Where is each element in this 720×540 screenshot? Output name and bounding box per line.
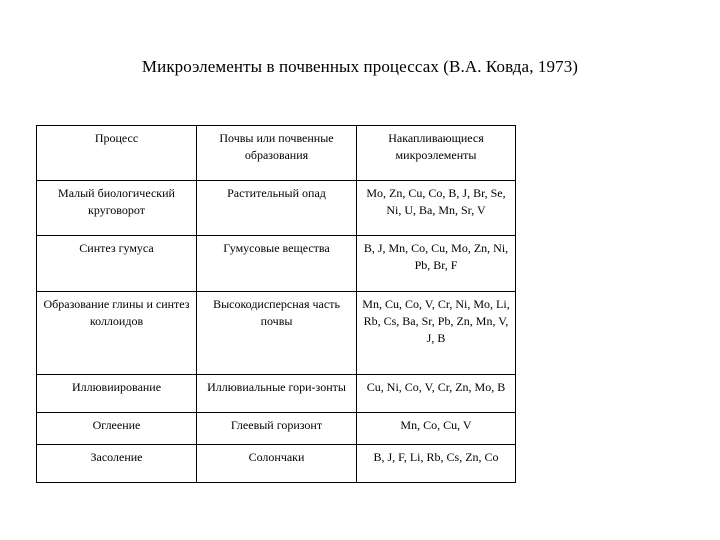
cell-soils: Солончаки [197, 445, 357, 483]
table-row [37, 236, 516, 292]
cell-soils: Иллювиальные гори-зонты [197, 375, 357, 413]
cell-process: Иллювиирование [37, 375, 197, 413]
cell-microelements: Mn, Co, Cu, V [357, 413, 516, 445]
table-row [37, 181, 516, 236]
cell-process: Оглеение [37, 413, 197, 445]
table-row [37, 375, 516, 413]
microelements-table [36, 125, 516, 483]
cell-process: Синтез гумуса [37, 236, 197, 292]
cell-microelements: Mn, Cu, Co, V, Cr, Ni, Mo, Li, Rb, Cs, Ba, Sr, Pb, Zn, Mn, V, J, B [357, 292, 516, 375]
cell-process: Засоление [37, 445, 197, 483]
header-process: Процесс [37, 126, 197, 181]
table-row [37, 292, 516, 375]
cell-soils: Растительный опад [197, 181, 357, 236]
cell-microelements: Cu, Ni, Co, V, Cr, Zn, Mo, B [357, 375, 516, 413]
microelements-table-container [36, 125, 515, 483]
header-microelements: Накапливающиеся микроэлементы [357, 126, 516, 181]
table-row [37, 413, 516, 445]
page-title: Микроэлементы в почвенных процессах (В.А. Ковда, 1973) [141, 57, 579, 76]
cell-microelements: B, J, F, Li, Rb, Cs, Zn, Co [357, 445, 516, 483]
cell-microelements: Mo, Zn, Cu, Co, B, J, Br, Se, Ni, U, Ba, Mn, Sr, V [357, 181, 516, 236]
cell-soils: Высокодисперсная часть почвы [197, 292, 357, 375]
cell-soils: Гумусовые вещества [197, 236, 357, 292]
table-header-row [37, 126, 516, 181]
table-row [37, 445, 516, 483]
cell-soils: Глеевый горизонт [197, 413, 357, 445]
cell-process: Малый биологический круговорот [37, 181, 197, 236]
cell-process: Образование глины и синтез коллоидов [37, 292, 197, 375]
cell-microelements: B, J, Mn, Co, Cu, Mo, Zn, Ni, Pb, Br, F [357, 236, 516, 292]
header-soils: Почвы или почвенные образования [197, 126, 357, 181]
